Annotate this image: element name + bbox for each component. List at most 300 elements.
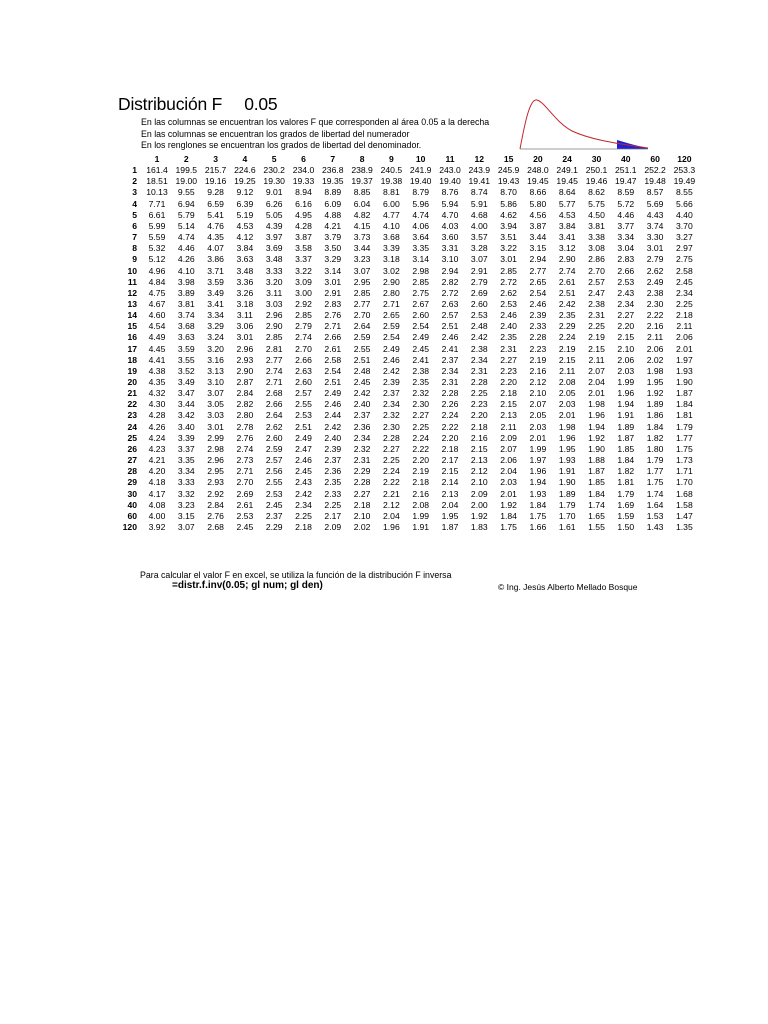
- table-cell: 2.06: [676, 332, 693, 343]
- table-cell: 3.92: [148, 521, 166, 532]
- table-cell: 2.93: [236, 354, 254, 365]
- table-cell: 5.66: [676, 198, 693, 209]
- table-cell: 2.08: [558, 377, 576, 387]
- table-cell: 2.83: [324, 298, 342, 309]
- table-cell: 2.27: [383, 443, 400, 454]
- table-cell: 3.37: [295, 254, 312, 265]
- table-cell: 2.41: [412, 354, 430, 365]
- column-header-df: 12: [474, 154, 485, 164]
- table-cell: 2.15: [617, 332, 635, 343]
- table-cell: 2.70: [353, 310, 371, 321]
- table-cell: 3.71: [207, 265, 224, 276]
- f-distribution-curve-illustration: [517, 92, 649, 154]
- table-cell: 2.17: [324, 510, 342, 521]
- table-cell: 2.11: [676, 321, 693, 332]
- table-cell: 3.03: [207, 410, 224, 421]
- table-cell: 6.16: [295, 198, 312, 209]
- table-cell: 2.29: [558, 321, 576, 332]
- author-credit: © Ing. Jesús Alberto Mellado Bosque: [498, 582, 638, 592]
- table-cell: 2.28: [383, 432, 400, 443]
- table-cell: 3.01: [500, 254, 517, 265]
- table-cell: 2.94: [441, 265, 459, 276]
- table-cell: 8.57: [646, 187, 664, 198]
- table-cell: 2.85: [353, 287, 371, 298]
- row-header-df: 10: [127, 265, 137, 276]
- table-cell: 4.10: [177, 265, 195, 276]
- table-cell: 2.18: [676, 310, 693, 321]
- table-cell: 2.06: [617, 354, 635, 365]
- table-cell: 2.95: [207, 466, 224, 477]
- table-cell: 2.25: [470, 388, 488, 399]
- table-cell: 2.58: [676, 265, 693, 276]
- table-cell: 5.96: [412, 198, 430, 209]
- table-cell: 2.03: [558, 399, 576, 410]
- table-cell: 2.32: [353, 443, 371, 454]
- table-cell: 2.22: [412, 443, 430, 454]
- table-cell: 4.12: [236, 232, 254, 243]
- table-cell: 251.1: [615, 165, 637, 176]
- table-cell: 3.07: [207, 388, 224, 399]
- table-cell: 245.9: [497, 165, 520, 176]
- table-cell: 253.3: [673, 165, 696, 176]
- table-cell: 1.89: [646, 399, 664, 410]
- table-cell: 4.84: [148, 276, 166, 287]
- table-cell: 3.58: [295, 243, 312, 254]
- table-cell: 2.58: [324, 354, 342, 365]
- note-line: En los renglones se encuentran los grados de libertad del denominador.: [141, 140, 422, 151]
- table-cell: 5.32: [148, 243, 166, 254]
- table-cell: 2.45: [353, 377, 371, 387]
- table-cell: 3.29: [207, 321, 224, 332]
- table-cell: 3.87: [295, 232, 312, 243]
- table-cell: 238.9: [351, 165, 373, 176]
- table-cell: 3.29: [324, 254, 342, 265]
- table-cell: 3.01: [207, 421, 224, 432]
- table-cell: 3.00: [295, 287, 312, 298]
- table-cell: 1.77: [676, 432, 693, 443]
- table-cell: 4.15: [353, 220, 371, 231]
- table-cell: 2.24: [441, 410, 459, 421]
- table-cell: 2.46: [441, 332, 459, 343]
- alpha-value: 0.05: [244, 94, 278, 114]
- table-cell: 2.02: [646, 354, 664, 365]
- table-row: [113, 421, 693, 433]
- table-cell: 2.71: [324, 321, 342, 332]
- table-cell: 4.24: [148, 432, 166, 443]
- table-cell: 2.22: [383, 477, 400, 488]
- column-header-df: 8: [359, 154, 365, 164]
- table-row: [113, 410, 693, 421]
- column-header-df: 2: [183, 154, 189, 164]
- table-cell: 2.65: [383, 310, 400, 321]
- table-cell: 8.55: [676, 187, 693, 198]
- table-cell: 1.88: [588, 455, 605, 466]
- table-cell: 3.07: [470, 254, 488, 265]
- row-header-df: 20: [127, 377, 137, 387]
- row-header-df: 27: [127, 455, 137, 466]
- table-cell: 19.48: [644, 176, 666, 187]
- table-cell: 1.79: [558, 499, 576, 510]
- table-cell: 3.14: [324, 265, 342, 276]
- table-cell: 3.38: [588, 232, 605, 243]
- table-cell: 1.92: [588, 432, 605, 443]
- table-cell: 2.20: [500, 377, 517, 387]
- table-cell: 1.70: [558, 510, 576, 521]
- table-cell: 2.36: [324, 466, 342, 477]
- table-cell: 1.47: [676, 510, 693, 521]
- table-cell: 2.48: [353, 365, 371, 376]
- column-header-df: 30: [591, 154, 602, 164]
- table-cell: 1.35: [676, 521, 693, 532]
- table-cell: 2.60: [470, 298, 488, 309]
- table-cell: 3.28: [470, 243, 488, 254]
- table-cell: 3.16: [207, 354, 224, 365]
- table-cell: 2.40: [500, 321, 517, 332]
- table-cell: 4.20: [148, 466, 166, 477]
- table-cell: 3.84: [236, 243, 254, 254]
- table-cell: 2.40: [353, 399, 371, 410]
- table-cell: 1.98: [646, 365, 664, 376]
- table-row: [113, 209, 693, 221]
- table-cell: 2.32: [383, 410, 400, 421]
- table-cell: 2.74: [236, 443, 254, 454]
- table-cell: 2.11: [588, 354, 605, 365]
- table-cell: 4.07: [207, 243, 224, 254]
- table-cell: 2.46: [529, 298, 547, 309]
- table-cell: 2.19: [529, 354, 547, 365]
- table-cell: 2.70: [588, 265, 605, 276]
- table-cell: 4.35: [148, 377, 166, 387]
- table-cell: 2.13: [500, 410, 517, 421]
- table-cell: 1.85: [617, 443, 635, 454]
- column-header-df: 1: [154, 154, 160, 164]
- table-cell: 3.15: [529, 243, 547, 254]
- column-header-df: 11: [445, 154, 455, 164]
- table-cell: 2.43: [295, 477, 312, 488]
- column-header-df: 6: [301, 154, 306, 164]
- table-row: [113, 265, 693, 277]
- table-cell: 2.53: [295, 410, 312, 421]
- table-cell: 3.03: [265, 298, 283, 309]
- table-cell: 2.53: [500, 298, 517, 309]
- table-cell: 2.34: [295, 499, 312, 510]
- row-header-df: 2: [132, 176, 137, 187]
- table-cell: 2.80: [236, 410, 254, 421]
- table-cell: 3.63: [236, 254, 254, 265]
- table-cell: 248.0: [527, 165, 549, 176]
- table-row: [113, 310, 693, 321]
- column-header-row: [113, 154, 692, 165]
- table-cell: 4.26: [148, 421, 166, 432]
- table-cell: 3.98: [177, 276, 195, 287]
- table-cell: 2.31: [588, 310, 605, 321]
- table-cell: 4.28: [148, 410, 166, 421]
- table-cell: 2.97: [676, 243, 693, 254]
- table-cell: 1.66: [529, 521, 547, 532]
- table-cell: 2.34: [441, 365, 459, 376]
- table-cell: 3.48: [236, 265, 254, 276]
- table-cell: 4.18: [148, 477, 166, 488]
- table-cell: 2.33: [324, 488, 342, 499]
- table-cell: 1.84: [529, 499, 547, 510]
- table-cell: 2.09: [470, 488, 488, 499]
- table-cell: 4.76: [207, 220, 224, 231]
- table-cell: 4.46: [177, 243, 195, 254]
- row-header-df: 21: [127, 388, 137, 399]
- table-cell: 2.24: [412, 432, 430, 443]
- table-cell: 2.18: [412, 477, 430, 488]
- table-cell: 2.15: [500, 399, 517, 410]
- table-cell: 2.82: [441, 276, 459, 287]
- table-cell: 3.55: [177, 354, 195, 365]
- table-cell: 2.93: [207, 477, 224, 488]
- table-cell: 1.95: [646, 377, 664, 387]
- table-cell: 3.40: [177, 421, 195, 432]
- table-cell: 2.63: [295, 365, 312, 376]
- table-cell: 5.41: [207, 209, 224, 220]
- table-row: [113, 187, 693, 198]
- table-cell: 1.94: [529, 477, 547, 488]
- table-cell: 5.91: [470, 198, 488, 209]
- table-cell: 4.75: [148, 287, 166, 298]
- table-cell: 236.8: [322, 165, 344, 176]
- table-cell: 1.79: [646, 455, 664, 466]
- table-cell: 2.39: [529, 310, 547, 321]
- table-cell: 2.42: [470, 332, 488, 343]
- row-header-df: 22: [127, 399, 137, 410]
- table-cell: 4.67: [148, 298, 166, 309]
- table-cell: 3.49: [177, 377, 195, 387]
- table-cell: 1.95: [441, 510, 459, 521]
- row-header-df: 9: [132, 254, 137, 265]
- table-cell: 2.53: [617, 276, 635, 287]
- table-cell: 2.10: [617, 343, 635, 354]
- table-cell: 2.40: [324, 432, 342, 443]
- table-cell: 2.82: [236, 399, 254, 410]
- table-cell: 2.28: [441, 388, 459, 399]
- table-cell: 8.64: [558, 187, 576, 198]
- table-cell: 3.81: [588, 220, 605, 231]
- table-cell: 243.9: [468, 165, 491, 176]
- table-cell: 2.92: [295, 298, 312, 309]
- table-cell: 19.47: [615, 176, 637, 187]
- table-cell: 234.0: [292, 165, 315, 176]
- table-cell: 2.96: [207, 455, 224, 466]
- table-cell: 2.84: [236, 388, 254, 399]
- table-cell: 2.49: [646, 276, 664, 287]
- table-cell: 2.38: [470, 343, 488, 354]
- table-cell: 3.23: [353, 254, 371, 265]
- table-cell: 2.25: [383, 455, 400, 466]
- table-cell: 4.53: [558, 209, 576, 220]
- table-row: [113, 466, 693, 477]
- table-cell: 3.18: [383, 254, 400, 265]
- table-cell: 8.79: [412, 187, 430, 198]
- table-cell: 1.86: [646, 410, 664, 421]
- table-cell: 2.15: [588, 343, 605, 354]
- table-cell: 1.79: [676, 421, 693, 432]
- table-cell: 2.37: [383, 388, 400, 399]
- table-cell: 9.01: [265, 187, 283, 198]
- table-cell: 7.71: [148, 198, 166, 209]
- table-cell: 2.78: [236, 421, 254, 432]
- table-cell: 2.18: [353, 499, 371, 510]
- table-cell: 2.77: [353, 298, 371, 309]
- table-cell: 1.89: [558, 488, 576, 499]
- table-cell: 2.01: [588, 388, 605, 399]
- table-cell: 2.57: [588, 276, 605, 287]
- table-cell: 2.42: [383, 365, 400, 376]
- table-cell: 2.74: [295, 332, 312, 343]
- table-row: [113, 354, 693, 366]
- table-cell: 2.60: [295, 377, 312, 387]
- table-cell: 4.32: [148, 388, 166, 399]
- table-cell: 2.24: [558, 332, 576, 343]
- table-cell: 2.36: [353, 421, 371, 432]
- table-row: [113, 488, 693, 500]
- table-cell: 4.41: [148, 354, 166, 365]
- table-cell: 2.45: [265, 499, 283, 510]
- table-cell: 1.81: [676, 410, 693, 421]
- table-cell: 2.04: [500, 466, 517, 477]
- table-cell: 3.94: [500, 220, 517, 231]
- table-cell: 2.68: [265, 388, 283, 399]
- table-cell: 2.70: [295, 343, 312, 354]
- table-cell: 2.26: [441, 399, 459, 410]
- table-cell: 2.64: [353, 321, 371, 332]
- table-cell: 250.1: [585, 165, 608, 176]
- table-cell: 1.53: [646, 510, 664, 521]
- table-cell: 2.85: [265, 332, 283, 343]
- table-cell: 3.52: [177, 365, 195, 376]
- column-header-df: 60: [650, 154, 660, 164]
- table-cell: 3.20: [207, 343, 224, 354]
- table-cell: 2.29: [353, 466, 371, 477]
- table-cell: 6.61: [148, 209, 166, 220]
- row-header-df: 60: [127, 510, 137, 521]
- table-cell: 2.39: [383, 377, 400, 387]
- table-cell: 6.39: [236, 198, 254, 209]
- table-cell: 3.26: [236, 287, 254, 298]
- table-cell: 2.76: [207, 510, 224, 521]
- table-cell: 2.77: [265, 354, 283, 365]
- table-cell: 5.80: [529, 198, 547, 209]
- table-cell: 2.05: [558, 388, 576, 399]
- table-cell: 4.21: [324, 220, 342, 231]
- table-cell: 8.74: [470, 187, 488, 198]
- table-cell: 2.94: [529, 254, 547, 265]
- table-cell: 3.39: [177, 432, 195, 443]
- table-cell: 2.15: [558, 354, 576, 365]
- row-header-df: 3: [132, 187, 137, 198]
- table-cell: 1.75: [500, 521, 517, 532]
- table-cell: 3.24: [207, 332, 224, 343]
- table-cell: 243.0: [439, 165, 461, 176]
- row-header-df: 30: [127, 488, 137, 499]
- table-cell: 19.41: [468, 176, 491, 187]
- table-cell: 2.23: [470, 399, 488, 410]
- table-cell: 2.45: [295, 466, 312, 477]
- table-cell: 1.92: [470, 510, 488, 521]
- table-cell: 5.12: [148, 254, 166, 265]
- table-cell: 252.2: [644, 165, 666, 176]
- table-cell: 2.72: [441, 287, 459, 298]
- table-cell: 5.59: [148, 232, 166, 243]
- table-cell: 2.53: [265, 488, 283, 499]
- table-cell: 2.31: [353, 455, 371, 466]
- row-header-df: 120: [122, 521, 137, 532]
- table-cell: 2.23: [500, 365, 517, 376]
- table-cell: 4.03: [441, 220, 459, 231]
- table-cell: 1.75: [529, 510, 547, 521]
- table-cell: 2.01: [558, 410, 576, 421]
- table-cell: 2.19: [588, 332, 605, 343]
- table-cell: 2.34: [383, 399, 400, 410]
- table-cell: 3.74: [177, 310, 195, 321]
- table-cell: 1.92: [500, 499, 517, 510]
- table-cell: 2.27: [500, 354, 517, 365]
- table-cell: 2.38: [412, 365, 430, 376]
- table-cell: 3.22: [500, 243, 517, 254]
- table-cell: 2.28: [470, 377, 488, 387]
- table-cell: 2.09: [324, 521, 342, 532]
- table-cell: 2.37: [324, 455, 342, 466]
- table-cell: 4.23: [148, 443, 166, 454]
- table-cell: 199.5: [175, 165, 198, 176]
- table-cell: 19.30: [263, 176, 285, 187]
- table-cell: 2.03: [500, 477, 517, 488]
- table-cell: 2.03: [617, 365, 635, 376]
- table-cell: 2.42: [558, 298, 576, 309]
- table-cell: 2.85: [412, 276, 430, 287]
- table-cell: 2.85: [500, 265, 517, 276]
- table-row: [113, 388, 693, 399]
- table-cell: 2.53: [236, 510, 254, 521]
- column-header-df: 120: [677, 154, 692, 164]
- table-cell: 4.06: [412, 220, 430, 231]
- table-cell: 3.15: [177, 510, 195, 521]
- table-cell: 2.18: [470, 421, 488, 432]
- table-cell: 1.84: [500, 510, 517, 521]
- table-cell: 5.75: [588, 198, 605, 209]
- table-cell: 2.90: [236, 365, 254, 376]
- table-cell: 2.30: [646, 298, 664, 309]
- notes: [141, 117, 489, 152]
- table-cell: 2.79: [646, 254, 664, 265]
- table-cell: 3.77: [617, 220, 635, 231]
- table-row: [113, 432, 693, 444]
- table-cell: 3.81: [177, 298, 195, 309]
- table-cell: 1.43: [646, 521, 664, 532]
- table-cell: 2.12: [529, 377, 547, 387]
- table-cell: 1.55: [588, 521, 605, 532]
- table-cell: 2.30: [383, 421, 400, 432]
- table-cell: 3.13: [207, 365, 224, 376]
- table-cell: 6.04: [353, 198, 371, 209]
- table-cell: 1.74: [646, 488, 664, 499]
- table-cell: 2.24: [383, 466, 400, 477]
- table-cell: 6.00: [383, 198, 400, 209]
- table-cell: 2.10: [529, 388, 547, 399]
- table-cell: 2.16: [529, 365, 547, 376]
- table-cell: 2.28: [529, 332, 547, 343]
- table-cell: 2.70: [236, 477, 254, 488]
- table-cell: 1.93: [558, 455, 576, 466]
- table-cell: 4.50: [588, 209, 605, 220]
- table-cell: 1.84: [646, 421, 664, 432]
- table-cell: 2.16: [646, 321, 664, 332]
- note-line: En las columnas se encuentran los valores F que corresponden al área 0.05 a la derecha: [141, 117, 490, 127]
